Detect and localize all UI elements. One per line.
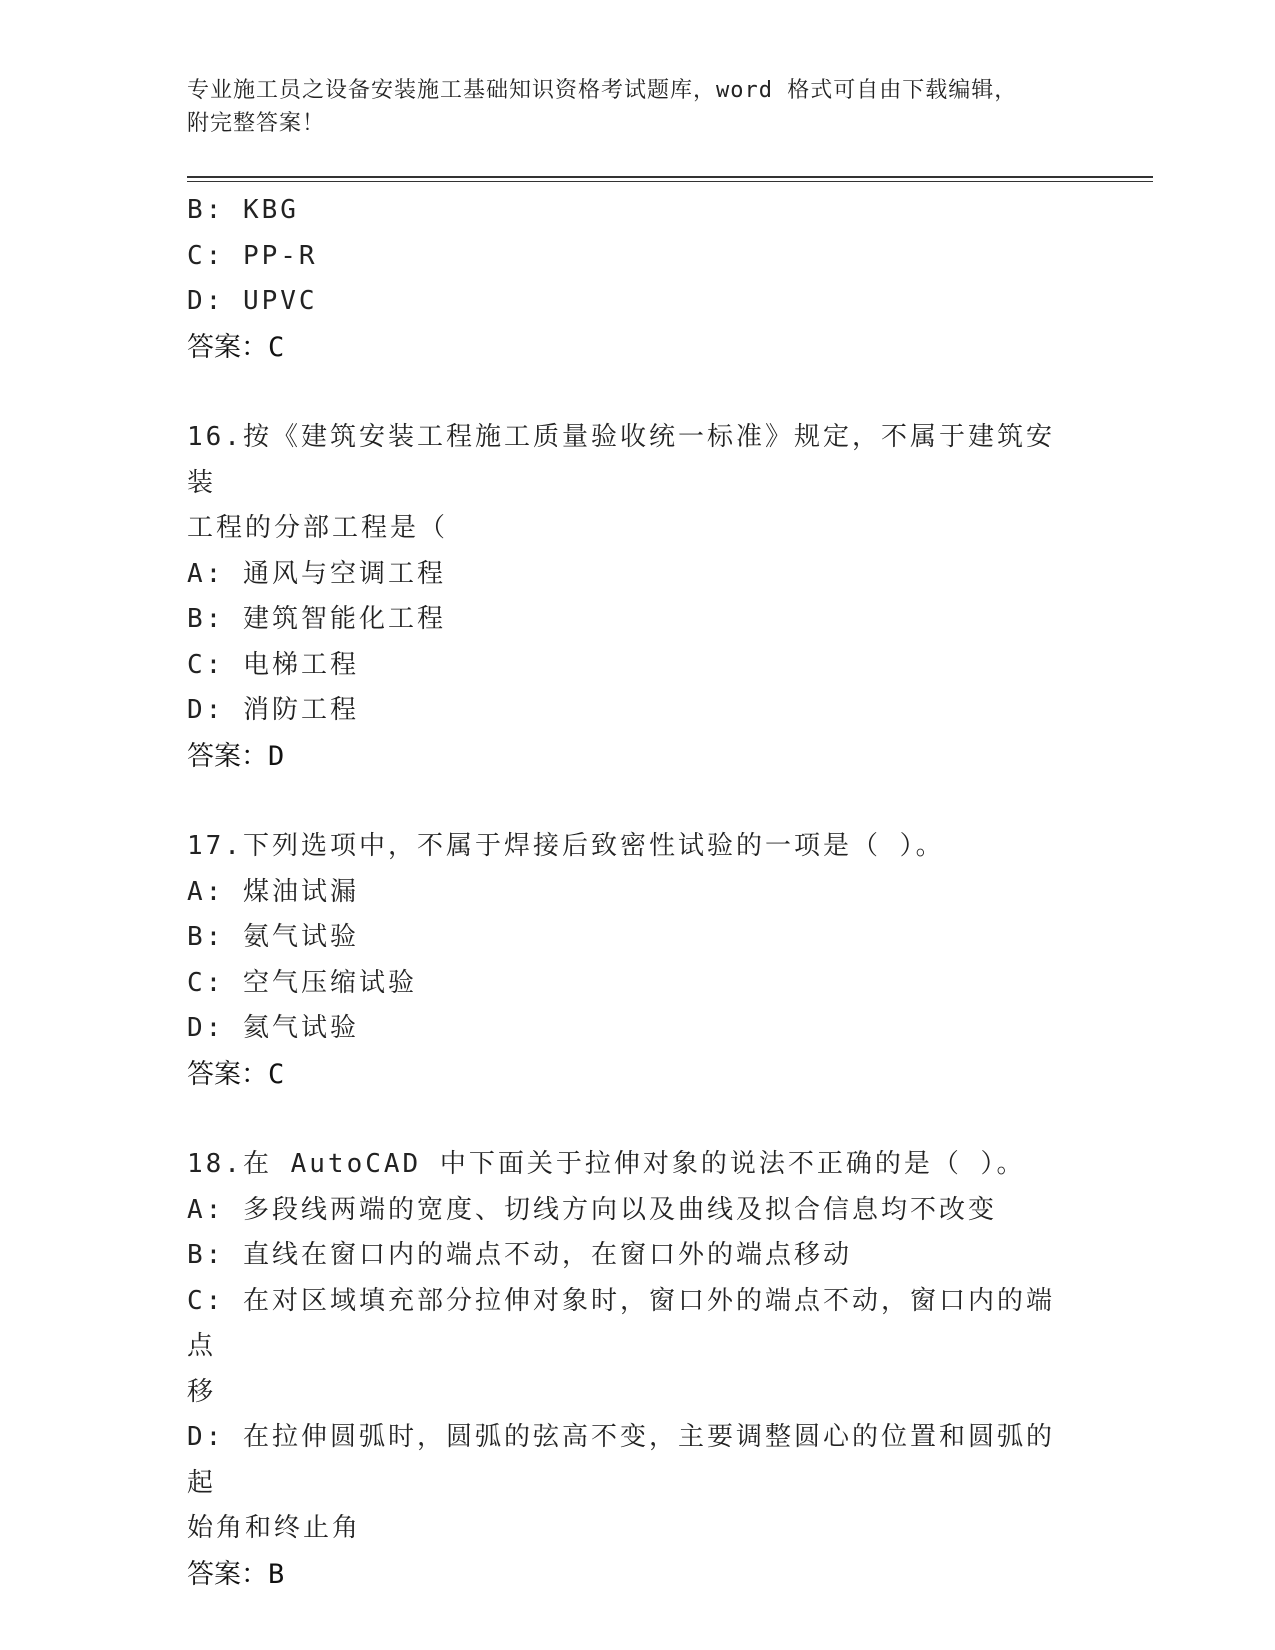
- option-line: C: 电梯工程: [187, 649, 359, 680]
- option-line: C: 空气压缩试验: [187, 967, 417, 998]
- question-list: [187, 188, 1067, 1597]
- question-stem: 17.下列选项中，不属于焊接后致密性试验的一项是（ ）。: [187, 831, 945, 861]
- header-divider-thick: [187, 176, 1153, 178]
- question-18: [187, 1142, 1067, 1597]
- option-line: D: 氦气试验: [187, 1013, 359, 1043]
- option-line: B: 氨气试验: [187, 922, 359, 952]
- option-line: D: 在拉伸圆弧时，圆弧的弦高不变，主要调整圆心的位置和圆弧的起: [187, 1422, 1055, 1498]
- question-stem: 16.按《建筑安装工程施工质量验收统一标准》规定，不属于建筑安装: [187, 422, 1055, 498]
- answer-line: 答案：B: [187, 1558, 285, 1590]
- header-line-2: 附完整答案！: [187, 111, 326, 136]
- header-divider-thin: [187, 181, 1153, 182]
- question-17: [187, 824, 1067, 1097]
- header-line-1: 专业施工员之设备安装施工基础知识资格考试题库，word 格式可自由下载编辑，: [187, 78, 1018, 103]
- question-16: [187, 415, 1067, 779]
- document-header: [187, 74, 1087, 140]
- option-line: 移: [187, 1376, 217, 1407]
- option-line: B: 直线在窗口内的端点不动，在窗口外的端点移动: [187, 1240, 852, 1270]
- partial-question: [187, 188, 1067, 370]
- option-line: D: 消防工程: [187, 695, 359, 725]
- option-line: A: 煤油试漏: [187, 876, 359, 907]
- question-stem: 工程的分部工程是（: [187, 513, 449, 543]
- option-line: 始角和终止角: [187, 1513, 362, 1543]
- answer-line: 答案：C: [187, 1058, 285, 1090]
- answer-line: 答案：C: [187, 331, 285, 363]
- answer-line: 答案：D: [187, 740, 285, 772]
- option-line: A: 多段线两端的宽度、切线方向以及曲线及拟合信息均不改变: [187, 1194, 997, 1225]
- option-line: D: UPVC: [187, 286, 318, 316]
- option-line: B: 建筑智能化工程: [187, 604, 446, 634]
- option-line: A: 通风与空调工程: [187, 558, 446, 589]
- option-line: B: KBG: [187, 195, 299, 225]
- question-stem: 18.在 AutoCAD 中下面关于拉伸对象的说法不正确的是（ ）。: [187, 1149, 1026, 1179]
- option-line: C: PP-R: [187, 240, 318, 271]
- option-line: C: 在对区域填充部分拉伸对象时，窗口外的端点不动，窗口内的端点: [187, 1285, 1055, 1361]
